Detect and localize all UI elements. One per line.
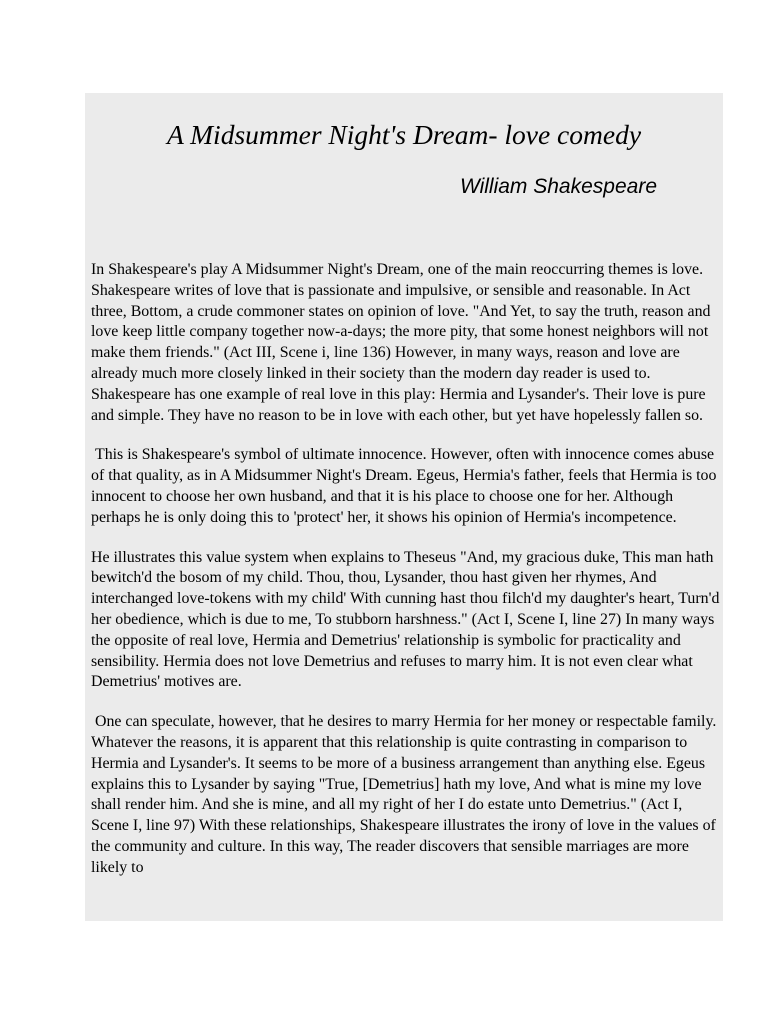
document-author: William Shakespeare xyxy=(459,175,657,198)
document-body xyxy=(91,260,723,898)
body-paragraph: He illustrates this value system when explains to Theseus "And, my gracious duke, This man hath bewitch'd the bosom of my child. Thou, thou, Lysander, thou hast given her rhymes, And interchanged love-tokens with my child' With cunning hast thou filch'd my daughter's heart, Turn'd her obedience, which is due to me, To stubborn harshness." (Act I, Scene I, line 27) In many ways the opposite of real love, Hermia and Demetrius' relationship is symbolic for practicality and sensibility. Hermia does not love Demetrius and refuses to marry him. It is not even clear what Demetrius' motives are. xyxy=(91,548,723,691)
body-paragraph: This is Shakespeare's symbol of ultimate innocence. However, often with innocence comes abuse of that quality, as in A Midsummer Night's Dream. Egeus, Hermia's father, feels that Hermia is too innocent to choose her own husband, and that it is his place to choose one for her. Although perhaps he is only doing this to 'protect' her, it shows his opinion of Hermia's incompetence. xyxy=(91,446,721,526)
body-paragraph: One can speculate, however, that he desires to marry Hermia for her money or respectable family. Whatever the reasons, it is apparent that this relationship is quite contrasting in comparison to Hermia and Lysander's. It seems to be more of a business arrangement than anything else. Egeus explains this to Lysander by saying "True, [Demetrius] hath my love, And what is mine my love shall render him. And she is mine, and all my right of her I do estate unto Demetrius." (Act I, Scene I, line 97) With these relationships, Shakespeare illustrates the irony of love in the values of the community and culture. In this way, The reader discovers that sensible marriages are more likely to xyxy=(91,713,721,876)
document-title: A Midsummer Night's Dream- love comedy xyxy=(166,119,642,150)
body-paragraph: In Shakespeare's play A Midsummer Night's Dream, one of the main reoccurring themes is love. Shakespeare writes of love that is passionate and impulsive, or sensible and reasonable. In Act three, Bottom, a crude commoner states on opinion of love. "And Yet, to say the truth, reason and love keep little company together now-a-days; the more pity, that some honest neighbors will not make them friends." (Act III, Scene i, line 136) However, in many ways, reason and love are already much more closely linked in their society than the modern day reader is used to. Shakespeare has one example of real love in this play: Hermia and Lysander's. Their love is pure and simple. They have no reason to be in love with each other, but yet have hopelessly fallen so. xyxy=(91,261,715,424)
document-page xyxy=(85,93,723,921)
